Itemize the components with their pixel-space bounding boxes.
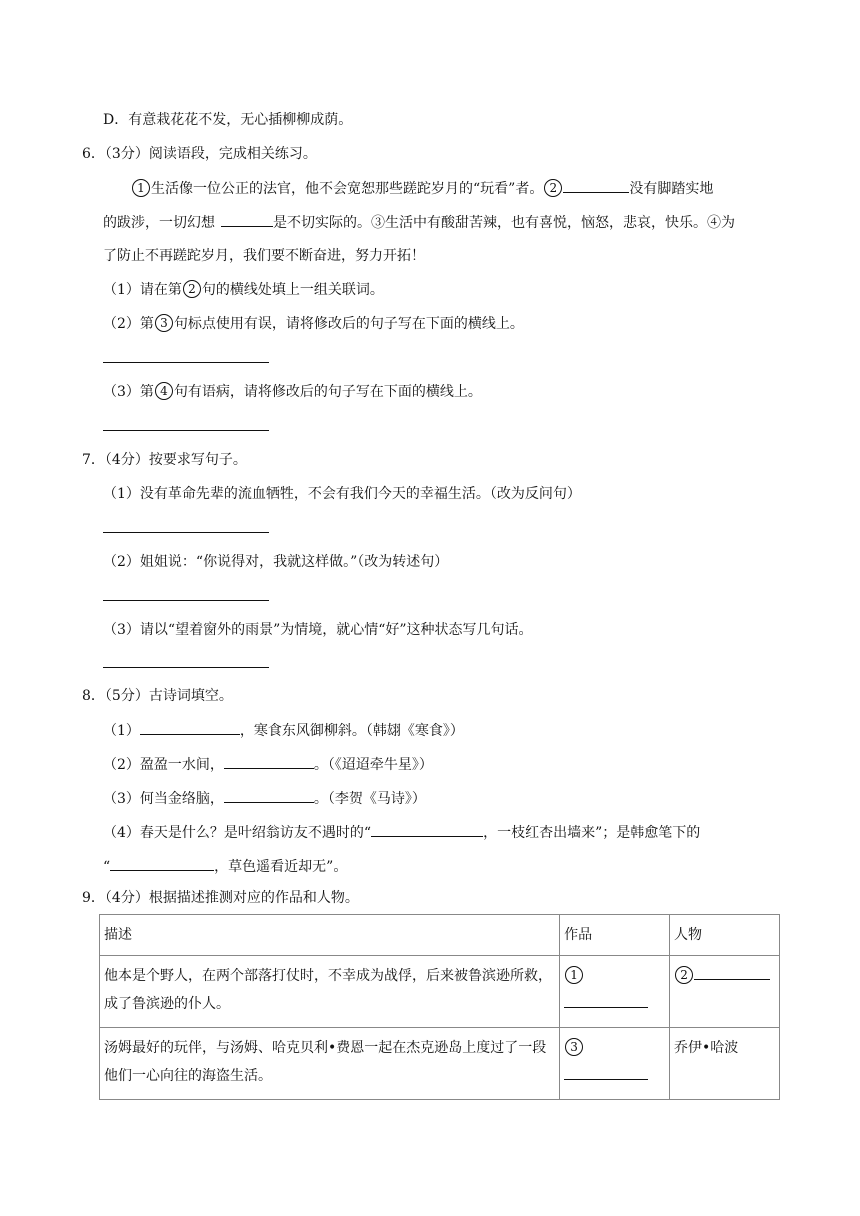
answer-blank[interactable]	[140, 720, 240, 735]
circled-number-2: 2	[544, 179, 562, 197]
q8-sub-3	[103, 788, 426, 809]
q8-text: （1）	[103, 723, 140, 739]
col-person-header: 人物	[670, 915, 780, 956]
q6-sub-1	[103, 280, 384, 300]
q8-sub-2	[103, 754, 433, 775]
row-work-cell	[560, 1028, 670, 1100]
answer-line[interactable]	[103, 667, 269, 668]
q7-sub-2: （2）姐姐说：“你说得对，我就这样做。”（改为转述句）	[103, 554, 449, 570]
circled-number-1: 1	[565, 966, 583, 984]
q6-sub-3	[103, 382, 482, 402]
circled-number-2: 2	[183, 280, 201, 298]
answer-blank[interactable]	[221, 212, 273, 227]
answer-line[interactable]	[103, 600, 269, 601]
row-description: 他本是个野人，在两个部落打仗时，不幸成为战俘，后来被鲁滨逊所救，成了鲁滨逊的仆人。	[100, 956, 560, 1028]
answer-line[interactable]	[103, 430, 269, 431]
col-desc-header: 描述	[100, 915, 560, 956]
q6-paragraph-line-2	[103, 212, 735, 233]
q8-text: （2）盈盈一水间，	[103, 757, 224, 773]
answer-blank[interactable]	[564, 1065, 648, 1080]
q8-text: ，一枝红杏出墙来”；是韩愈笔下的	[483, 825, 701, 841]
answer-blank[interactable]	[564, 993, 648, 1008]
q7-sub-1: （1）没有革命先辈的流血牺牲，不会有我们今天的幸福生活。（改为反问句）	[103, 486, 581, 502]
q6-text: 生活像一位公正的法官，他不会宽恕那些蹉跎岁月的“玩看”者。	[151, 181, 544, 197]
q6-sub1-text: 句的横线处填上一组关联词。	[201, 282, 384, 298]
answer-blank[interactable]	[224, 754, 314, 769]
q6-sub2-text: （2）第	[103, 316, 154, 332]
question-8-header: 8．（5分）古诗词填空。	[82, 688, 233, 704]
q8-text: ，草色遥看近却无”。	[214, 859, 348, 875]
circled-number-2: 2	[675, 966, 693, 984]
row-person-cell	[670, 956, 780, 1028]
answer-line[interactable]	[103, 532, 269, 533]
option-d: D．有意栽花花不发，无心插柳柳成荫。	[103, 112, 353, 128]
q6-text: 没有脚踏实地	[629, 181, 714, 197]
question-6-header: 6．（3分）阅读语段，完成相关练习。	[82, 146, 317, 162]
table-row	[100, 1028, 780, 1100]
row-work-cell	[560, 956, 670, 1028]
table-header-row	[100, 915, 780, 956]
q8-sub-4-line-2	[103, 856, 347, 877]
question-7-header: 7．（4分）按要求写句子。	[82, 452, 247, 468]
table-row	[100, 956, 780, 1028]
col-work-header: 作品	[560, 915, 670, 956]
row-person-cell: 乔伊•哈波	[670, 1028, 780, 1100]
q8-sub-4-line-1	[103, 822, 700, 843]
q8-text: ，寒食东风御柳斜。（韩翃《寒食》）	[239, 723, 464, 739]
question-9-header: 9．（4分）根据描述推测对应的作品和人物。	[82, 890, 359, 906]
answer-blank[interactable]	[694, 965, 770, 980]
answer-blank[interactable]	[110, 856, 214, 871]
q8-text: （4）春天是什么？是叶绍翁访友不遇时的“	[103, 825, 372, 841]
circled-number-1: 1	[132, 179, 150, 197]
answer-blank[interactable]	[371, 822, 483, 837]
circled-number-3: 3	[565, 1038, 583, 1056]
row-description: 汤姆最好的玩伴，与汤姆、哈克贝利•费恩一起在杰克逊岛上度过了一段他们一心向往的海盗生活。	[100, 1028, 560, 1100]
q6-paragraph-line-3: 了防止不再蹉跎岁月，我们要不断奋进，努力开拓！	[103, 248, 425, 264]
q6-text: 的跋涉，一切幻想	[103, 215, 215, 231]
q6-sub2-text: 句标点使用有误，请将修改后的句子写在下面的横线上。	[173, 316, 524, 332]
q8-text: 。（李贺《马诗》）	[313, 791, 426, 807]
q6-sub3-text: （3）第	[103, 384, 154, 400]
q8-text: 。（《迢迢牵牛星》）	[313, 757, 433, 773]
q6-sub3-text: 句有语病，请将修改后的句子写在下面的横线上。	[173, 384, 482, 400]
q8-text: （3）何当金络脑，	[103, 791, 224, 807]
answer-blank[interactable]	[563, 178, 629, 193]
q9-table	[99, 914, 780, 1100]
q6-sub1-text: （1）请在第	[103, 282, 182, 298]
answer-blank[interactable]	[224, 788, 314, 803]
circled-number-3: 3	[155, 314, 173, 332]
q7-sub-3: （3）请以“望着窗外的雨景”为情境，就心情“好”这种状态写几句话。	[103, 622, 533, 638]
circled-number-4: 4	[155, 382, 173, 400]
q6-paragraph-line-1	[131, 178, 713, 199]
q8-text: “	[103, 859, 111, 875]
q6-sub-2	[103, 314, 524, 334]
q8-sub-1	[103, 720, 464, 741]
answer-line[interactable]	[103, 362, 269, 363]
q6-text: 是不切实际的。③生活中有酸甜苦辣，也有喜悦，恼怒，悲哀，快乐。④为	[273, 215, 735, 231]
